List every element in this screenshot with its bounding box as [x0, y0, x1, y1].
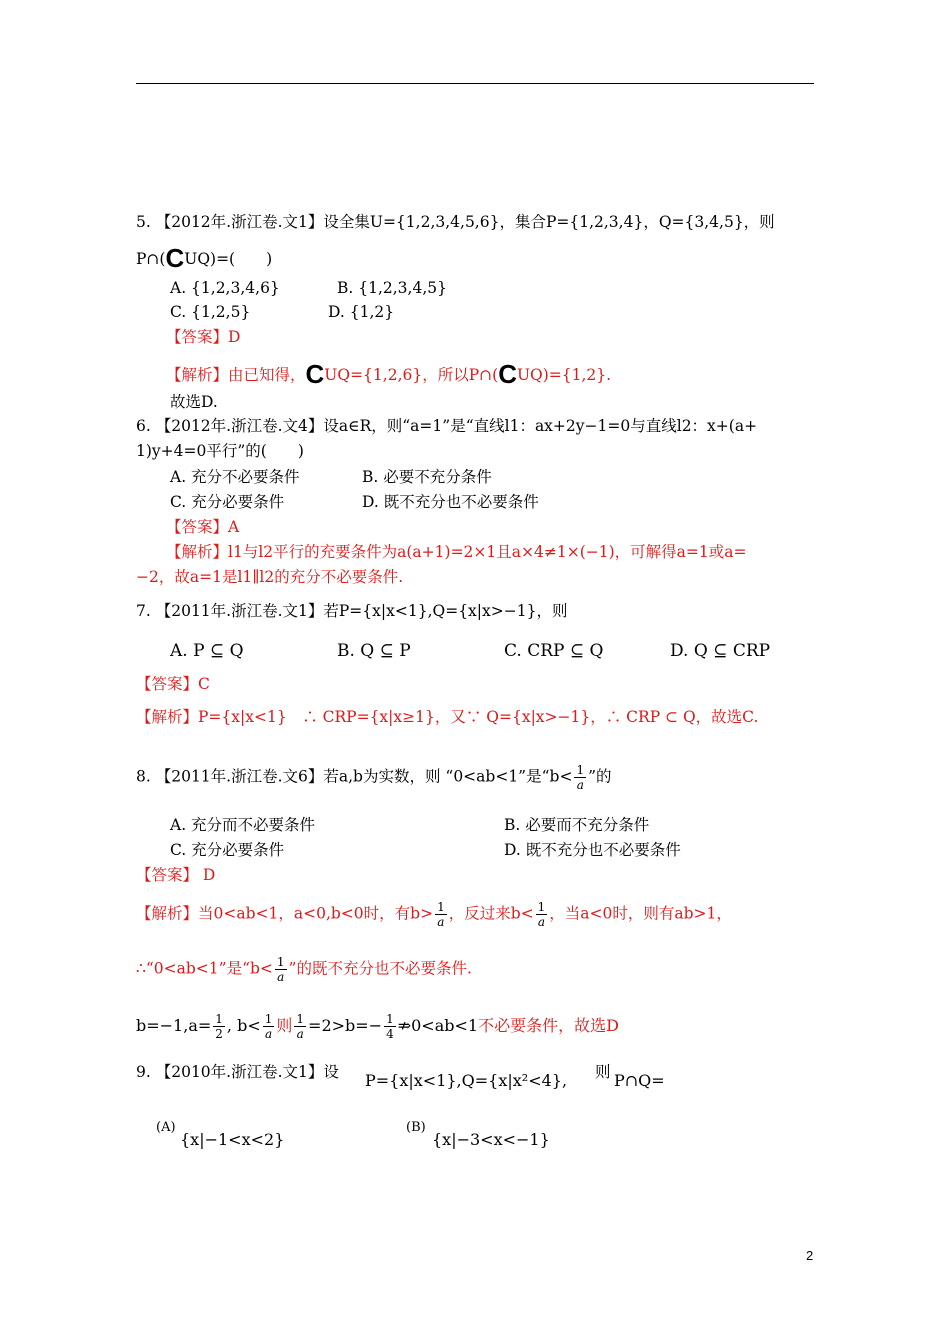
q7-option-d: D. Q ⊆ CRP — [670, 641, 771, 661]
q8-stem — [136, 763, 612, 792]
frac-num: 1 — [276, 955, 285, 969]
q6-stem: 6. 【2012年.浙江卷.文4】设a∈R，则“a=1”是“直线l1：ax+2y−1=0与直线l2：x+(a+ — [136, 417, 758, 435]
q9-option-a-label: (A) — [156, 1120, 176, 1135]
q8-example-d: =2>b=− — [308, 1016, 383, 1035]
q8-stem-b: ”的 — [588, 767, 612, 786]
frac-den: a — [576, 778, 584, 792]
q8-example-c: 则 — [276, 1016, 293, 1035]
q5-stem: 5. 【2012年.浙江卷.文1】设全集U={1,2,3,4,5,6}，集合P={1,2,3,4}，Q={3,4,5}，则 — [136, 213, 775, 231]
q6-stem-line2: 1)y+4=0平行”的( ) — [136, 442, 304, 460]
q5-text-b: UQ)=( ) — [184, 250, 273, 268]
q8-option-a: A. 充分而不必要条件 — [170, 816, 316, 834]
q9-option-b: {x|−3<x<−1} — [432, 1130, 550, 1149]
frac-den: a — [437, 915, 445, 929]
q7-option-b: B. Q ⊆ P — [337, 641, 411, 661]
q8-analysis-b: ，反过来b< — [448, 904, 534, 923]
complement-icon: C — [498, 359, 517, 389]
q8-example-b: , b< — [226, 1016, 261, 1035]
q6-answer: 【答案】A — [166, 518, 240, 536]
frac-num: 1 — [264, 1012, 273, 1026]
q9-then: 则 — [595, 1063, 611, 1081]
q8-answer: 【答案】 D — [136, 866, 216, 884]
q8-example-f: 不必要条件，故选D — [478, 1016, 619, 1035]
q6-option-a: A. 充分不必要条件 — [170, 468, 300, 486]
q5-option-b: B. {1,2,3,4,5} — [337, 279, 447, 297]
complement-icon: C — [305, 359, 325, 389]
frac-den: a — [296, 1027, 304, 1041]
q8-option-c: C. 充分必要条件 — [170, 841, 285, 859]
q8-option-b: B. 必要而不充分条件 — [504, 816, 650, 834]
q7-option-c: C. CRP ⊆ Q — [504, 641, 604, 661]
frac-num: 1 — [437, 900, 445, 914]
q9-option-b-label: (B) — [406, 1120, 426, 1135]
q8-stem-a: 8. 【2011年.浙江卷.文6】若a,b为实数，则 “0<ab<1”是“b< — [136, 767, 573, 786]
q6-analysis-line2: −2，故a=1是l1∥l2的充分不必要条件. — [136, 568, 404, 586]
fraction — [574, 763, 586, 792]
q5-analysis-end: 故选D. — [170, 393, 218, 411]
frac-num: 1 — [537, 900, 546, 914]
q7-analysis: 【解析】P={x|x<1} ∴ CRP={x|x≥1}，又∵ Q={x|x>−1}，∴ CRP ⊂ Q，故选C. — [136, 708, 759, 726]
q6-option-b: B. 必要不充分条件 — [362, 468, 492, 486]
q8-analysis-c: ，当a<0时，则有ab>1， — [549, 904, 732, 923]
q5-option-c: C. {1,2,5} — [170, 303, 251, 321]
q8-example-e: ⇏0<ab<1 — [397, 1016, 479, 1035]
complement-icon: C — [165, 243, 185, 273]
q5-analysis — [166, 359, 612, 389]
fraction — [384, 1012, 396, 1041]
fraction — [435, 900, 447, 929]
header-rule — [136, 83, 814, 84]
q9-stem: 9. 【2010年.浙江卷.文1】设 — [136, 1063, 339, 1081]
fraction — [213, 1012, 225, 1041]
q8-example — [136, 1012, 619, 1041]
q5-stem-line2 — [136, 243, 273, 273]
q8-analysis-a: 【解析】当0<ab<1，a<0,b<0时，有b> — [136, 904, 434, 923]
q6-option-d: D. 既不充分也不必要条件 — [362, 493, 539, 511]
q5-analysis-b: UQ={1,2,6}，所以P∩( — [324, 366, 499, 384]
frac-den: 2 — [215, 1027, 223, 1041]
frac-num: 1 — [215, 1012, 223, 1026]
frac-den: a — [537, 915, 546, 929]
frac-den: a — [277, 970, 285, 984]
q8-analysis2-a: ∴“0<ab<1”是“b< — [136, 959, 273, 978]
fraction — [263, 1012, 275, 1041]
page-number: 2 — [806, 1248, 814, 1263]
q7-option-a: A. P ⊆ Q — [170, 641, 244, 661]
q5-option-d: D. {1,2} — [328, 303, 395, 321]
q5-answer: 【答案】D — [166, 328, 241, 346]
fraction — [294, 1012, 306, 1041]
q6-option-c: C. 充分必要条件 — [170, 493, 285, 511]
fraction — [275, 955, 287, 984]
q5-option-a: A. {1,2,3,4,6} — [170, 279, 280, 297]
q5-text-a: P∩( — [136, 250, 166, 268]
frac-num: 1 — [296, 1012, 305, 1026]
q9-option-a: {x|−1<x<2} — [180, 1130, 285, 1149]
q6-analysis: 【解析】l1与l2平行的充要条件为a(a+1)=2×1且a×4≠1×(−1)，可解得a=1或a= — [166, 543, 747, 561]
fraction — [536, 900, 548, 929]
frac-den: a — [264, 1027, 273, 1041]
frac-den: 4 — [386, 1027, 394, 1041]
q9-sets: P={x|x<1},Q={x|x²<4}, — [365, 1071, 568, 1090]
q8-option-d: D. 既不充分也不必要条件 — [504, 841, 681, 859]
q8-example-a: b=−1,a= — [136, 1016, 212, 1035]
q5-analysis-a: 【解析】由已知得， — [166, 366, 306, 384]
q8-analysis2-b: ”的既不充分也不必要条件. — [288, 959, 472, 978]
q7-answer: 【答案】C — [136, 675, 210, 693]
frac-num: 1 — [386, 1012, 394, 1026]
q9-question: P∩Q= — [614, 1071, 665, 1090]
q8-analysis-line2 — [136, 955, 472, 984]
q5-analysis-c: UQ)={1,2}. — [516, 366, 612, 384]
frac-num: 1 — [576, 763, 585, 777]
q8-analysis — [136, 900, 732, 929]
q7-stem: 7. 【2011年.浙江卷.文1】若P={x|x<1},Q={x|x>−1}，则 — [136, 602, 568, 620]
